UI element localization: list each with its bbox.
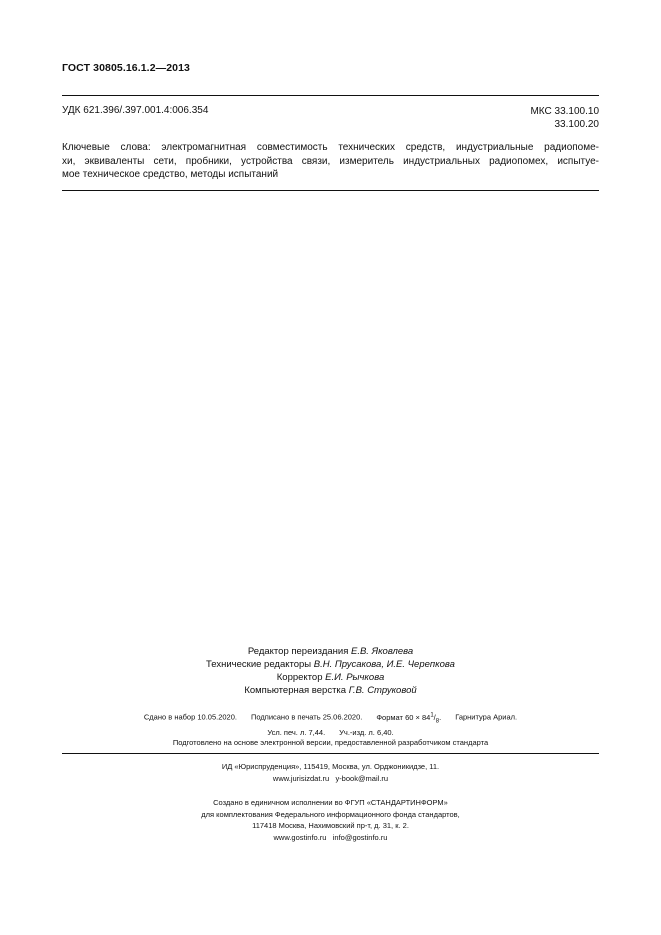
print-info (62, 709, 599, 739)
top-divider (62, 95, 599, 96)
print-info-line-1 (62, 709, 599, 727)
creation-line-3: 117418 Москва, Нахимовский пр-т, д. 31, к. 2. (252, 821, 409, 830)
standard-header: ГОСТ 30805.16.1.2—2013 (62, 62, 190, 74)
publisher-address: ИД «Юриспруденция», 115419, Москва, ул. Орджоникидзе, 11. (221, 762, 440, 771)
tech-editors-names: В.Н. Прусакова, И.Е. Черепкова (313, 659, 455, 670)
udk-code: УДК 621.396/.397.001.4:006.354 (62, 105, 209, 116)
mks-code-2: 33.100.20 (554, 119, 599, 130)
prepared-note: Подготовлено на основе электронной версии, предоставленной разработчиком стандарта (172, 738, 489, 747)
typeface: Гарнитура Ариал. (455, 712, 518, 722)
tech-editors-line: Технические редакторы В.Н. Прусакова, И.Е. Черепкова (206, 659, 455, 670)
keywords-line-1: Ключевые слова: электромагнитная совместимость технических средств, индустриальные радиопоме- (62, 142, 599, 153)
bottom-divider (62, 753, 599, 754)
layout-line: Компьютерная верстка Г.В. Струковой (244, 685, 417, 696)
mks-code-1: МКС 33.100.10 (530, 106, 599, 117)
corrector-line: Корректор Е.И. Рычкова (276, 672, 385, 683)
edition-sheets: Уч.-изд. л. 6,40. (339, 728, 394, 737)
keywords-line-3: мое техническое средство, методы испытаний (62, 169, 279, 180)
publisher-block (62, 761, 599, 785)
keywords-line-2: хи, эквиваленты сети, пробники, устройства связи, измеритель индустриальных радиопомех, испытуе- (62, 155, 599, 167)
creation-contacts (62, 832, 599, 844)
layout-name: Г.В. Струковой (348, 685, 417, 696)
mks-codes (530, 105, 599, 131)
publisher-contacts (62, 773, 599, 785)
print-sheets: Усл. печ. л. 7,44. (267, 728, 326, 737)
keywords-divider (62, 190, 599, 191)
publisher-site-link[interactable]: www.jurisizdat.ru (272, 774, 330, 783)
submitted-date: Сдано в набор 10.05.2020. (143, 712, 237, 722)
gostinfo-site-link[interactable]: www.gostinfo.ru (273, 832, 327, 842)
corrector-name: Е.И. Рычкова (325, 672, 385, 683)
editor-line: Редактор переиздания Е.В. Яковлева (247, 646, 414, 657)
keywords-paragraph (62, 141, 599, 182)
gostinfo-email-link[interactable]: info@gostinfo.ru (332, 832, 388, 842)
creation-line-2: для комплектования Федерального информационного фонда стандартов, (201, 809, 460, 819)
creation-line-1: Создано в единичном исполнении во ФГУП «СТАНДАРТИНФОРМ» (213, 798, 448, 807)
editor-name: Е.В. Яковлева (351, 646, 414, 657)
credits-block (62, 645, 599, 697)
signed-date: Подписано в печать 25.06.2020. (250, 712, 363, 722)
creation-block (62, 797, 599, 843)
publisher-email-link[interactable]: y-book@mail.ru (335, 774, 389, 783)
paper-format: Формат $60 \times 84^1/_8$. (376, 712, 442, 724)
